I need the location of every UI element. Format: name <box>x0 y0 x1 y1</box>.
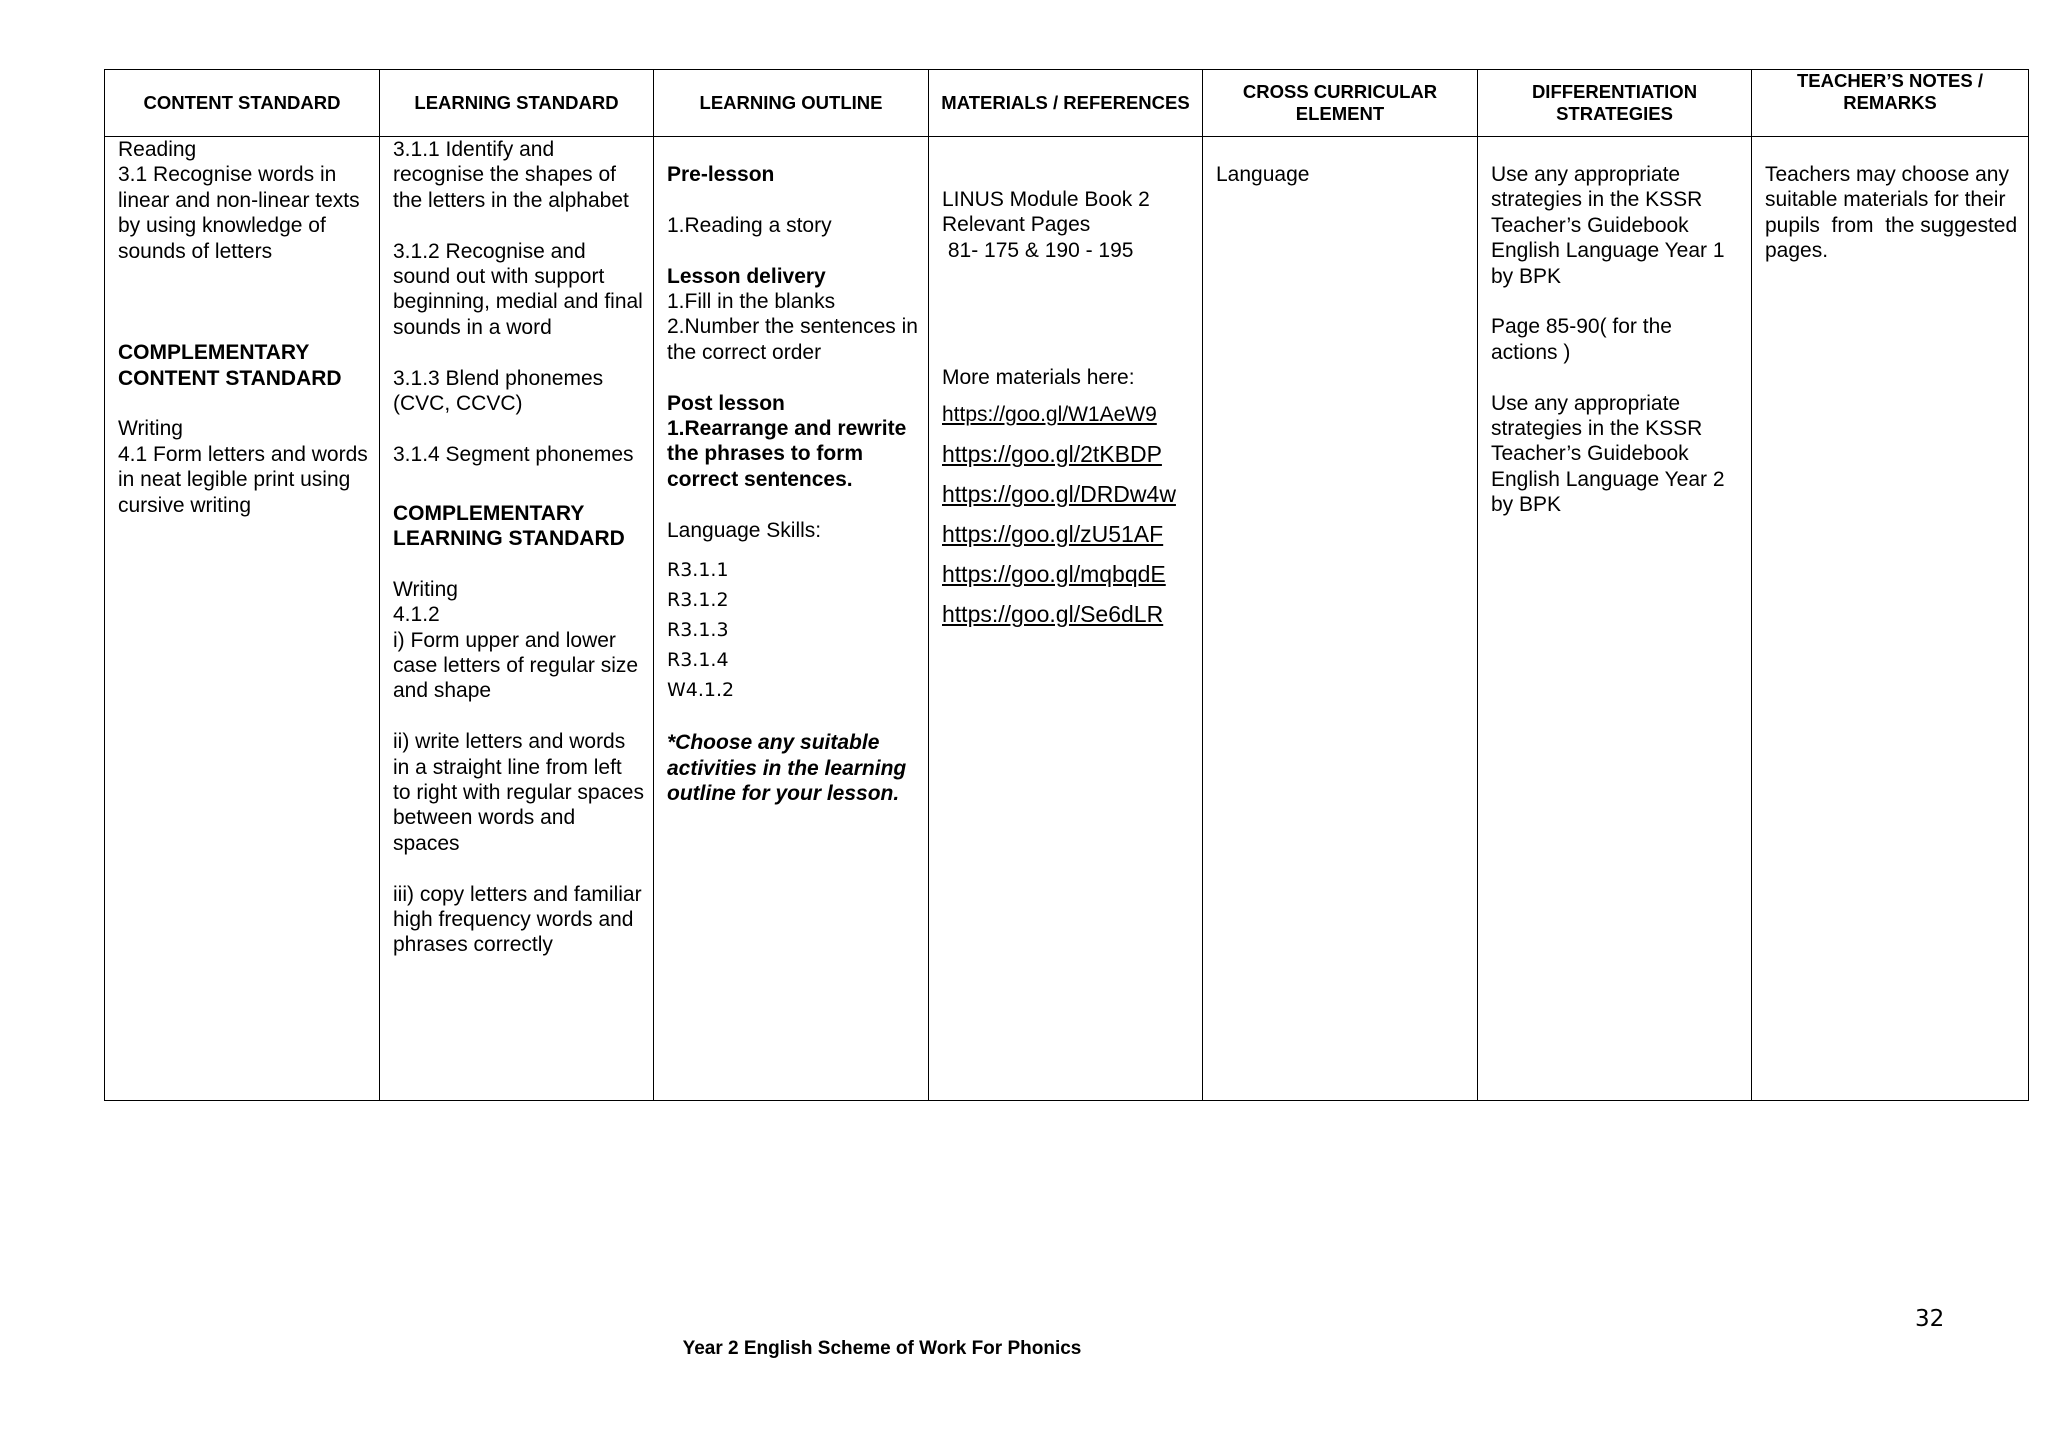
material-link[interactable]: https://goo.gl/2tKBDP <box>942 440 1162 467</box>
pre-lesson-item: 1.Reading a story <box>667 213 832 237</box>
lesson-delivery-item-2: 2.Number the sentences in the correct order <box>667 315 918 364</box>
material-link[interactable]: https://goo.gl/zU51AF <box>942 520 1164 547</box>
header-learning-outline: LEARNING OUTLINE <box>654 70 929 137</box>
post-lesson-title: Post lesson <box>667 391 785 415</box>
materials-more: More materials here: <box>942 365 1135 389</box>
complementary-content-title: COMPLEMENTARY CONTENT STANDARD <box>118 341 342 390</box>
skill-code: R3.1.1 <box>667 559 729 582</box>
language-skills-title: Language Skills: <box>667 518 822 542</box>
header-content-standard: CONTENT STANDARD <box>105 70 380 137</box>
learning-standard-ii: ii) write letters and words in a straight line from left to right with regular spaces between words and spaces <box>393 730 644 855</box>
material-link[interactable]: https://goo.gl/Se6dLR <box>942 600 1164 627</box>
materials-module: LINUS Module Book 2 <box>942 188 1150 211</box>
differentiation-year1: Use any appropriate strategies in the KSSR Teacher’s Guidebook English Language Year 1 by BPK <box>1491 163 1725 288</box>
learning-standard-4-1-2: 4.1.2 <box>393 603 440 627</box>
learning-standard-3-1-2: 3.1.2 Recognise and sound out with support beginning, medial and final sounds in a word <box>393 239 643 339</box>
skill-code: W4.1.2 <box>667 679 735 702</box>
header-learning-standard: LEARNING STANDARD <box>380 70 654 137</box>
cell-remarks <box>1752 137 2029 1101</box>
header-remarks: TEACHER’S NOTES / REMARKS <box>1752 70 2029 137</box>
header-differentiation: DIFFERENTIATION STRATEGIES <box>1478 70 1752 137</box>
page-footer: Year 2 English Scheme of Work For Phonics <box>682 1338 1082 1359</box>
materials-pages: 81- 175 & 190 - 195 <box>942 238 1134 262</box>
outline-note: *Choose any suitable activities in the learning outline for your lesson. <box>667 731 907 806</box>
page-number: 32 <box>1915 1306 1945 1332</box>
table-row <box>105 137 2029 1101</box>
learning-writing-label: Writing <box>393 577 458 601</box>
material-link[interactable]: https://goo.gl/W1AeW9 <box>942 403 1157 427</box>
cell-cross-curricular <box>1203 137 1478 1101</box>
cell-learning-standard <box>380 137 654 1101</box>
cell-differentiation <box>1478 137 1752 1101</box>
learning-standard-3-1-4: 3.1.4 Segment phonemes <box>393 442 634 466</box>
lesson-delivery-title: Lesson delivery <box>667 264 826 288</box>
header-materials: MATERIALS / REFERENCES <box>929 70 1203 137</box>
cell-materials <box>929 137 1203 1101</box>
pre-lesson-title: Pre-lesson <box>667 163 775 186</box>
learning-standard-3-1-1: 3.1.1 Identify and recognise the shapes of the letters in the alphabet <box>393 138 629 212</box>
remarks-text: Teachers may choose any suitable materials for their pupils from the suggested pages. <box>1765 163 2023 263</box>
complementary-learning-title: COMPLEMENTARY LEARNING STANDARD <box>393 501 625 551</box>
header-cross-curricular: CROSS CURRICULAR ELEMENT <box>1203 70 1478 137</box>
header-row <box>105 70 2029 137</box>
differentiation-pages: Page 85-90( for the actions ) <box>1491 315 1672 364</box>
learning-standard-i: i) Form upper and lower case letters of regular size and shape <box>393 628 639 703</box>
scheme-of-work-table <box>104 69 2029 1101</box>
skill-code: R3.1.3 <box>667 619 729 642</box>
post-lesson-item: 1.Rearrange and rewrite the phrases to form correct sentences. <box>667 417 907 491</box>
cross-curricular-value: Language <box>1216 163 1310 186</box>
content-reading-label: Reading <box>118 138 197 161</box>
material-link[interactable]: https://goo.gl/mqbqdE <box>942 560 1166 587</box>
differentiation-year2: Use any appropriate strategies in the KSSR Teacher’s Guidebook English Language Year 2 by BPK <box>1491 391 1725 517</box>
learning-standard-iii: iii) copy letters and familiar high frequency words and phrases correctly <box>393 882 642 957</box>
skill-code: R3.1.2 <box>667 589 729 612</box>
skill-code: R3.1.4 <box>667 649 729 672</box>
material-link[interactable]: https://goo.gl/DRDw4w <box>942 480 1176 507</box>
cell-content-standard <box>105 137 380 1101</box>
lesson-delivery-item-1: 1.Fill in the blanks <box>667 290 836 313</box>
content-standard-3-1: 3.1 Recognise words in linear and non-linear texts by using knowledge of sounds of letters <box>118 163 360 263</box>
content-writing-label: Writing <box>118 417 183 441</box>
learning-standard-3-1-3: 3.1.3 Blend phonemes (CVC, CCVC) <box>393 366 604 416</box>
content-standard-4-1: 4.1 Form letters and words in neat legible print using cursive writing <box>118 442 368 517</box>
materials-relevant: Relevant Pages <box>942 213 1091 237</box>
cell-learning-outline <box>654 137 929 1101</box>
